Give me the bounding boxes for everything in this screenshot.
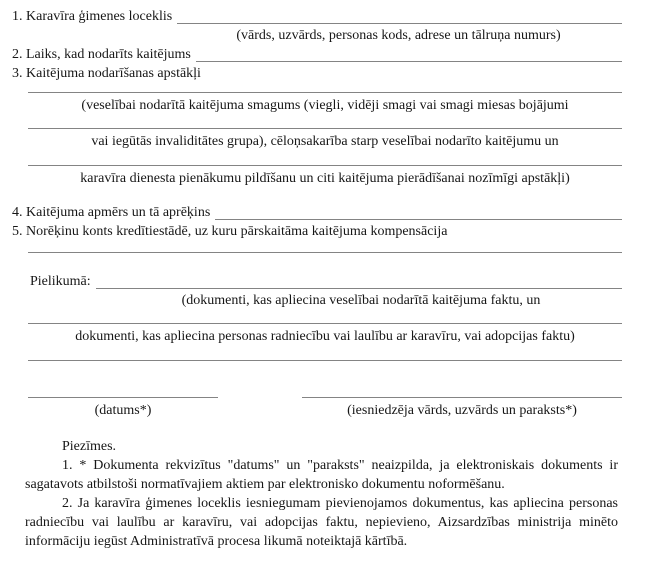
form-item-5-label: 5. Norēķinu konts kredītiestādē, uz kuru pārskaitāma kaitējuma kompensācija: [12, 224, 448, 239]
attachments-row: [0, 272, 622, 291]
date-signature-line: [28, 397, 218, 420]
form-item-2-fill-line: [196, 61, 622, 62]
form-item-3-fill-line-2: [28, 128, 622, 151]
form-item-3-label: 3. Kaitējuma nodarīšanas apstākļi: [12, 66, 201, 81]
signature-gap: [218, 397, 302, 420]
attachments-fill-line: [96, 288, 622, 289]
form-item-1-label: 1. Karavīra ģimenes loceklis: [12, 9, 173, 24]
submitter-caption: (iesniedzēja vārds, uzvārds un paraksts*): [347, 403, 577, 418]
date-caption: (datums*): [94, 403, 152, 418]
form-item-3-caption-2: vai iegūtās invaliditātes grupa), cēloņsakarība starp veselībai nodarīto kaitējumu un: [91, 134, 559, 149]
form-item-4: [0, 203, 622, 222]
attachments-caption-1: (dokumenti, kas apliecina veselībai nodarītā kaitējuma faktu, un: [181, 293, 541, 308]
signature-row: [28, 397, 622, 420]
submitter-signature-line: [302, 397, 622, 420]
form-item-3: [0, 64, 622, 83]
attachments-fill-line-3: [28, 360, 622, 361]
form-item-3-fill-line-1: [28, 92, 622, 115]
attachments-caption-2: dokumenti, kas apliecina personas radniecību vai laulību ar karavīru, vai adopcijas faktu): [75, 329, 575, 344]
form-item-3-caption-1: (veselībai nodarītā kaitējuma smagums (viegli, vidēji smagi vai smagi miesas bojājumi: [81, 98, 569, 113]
form-item-5: [0, 222, 622, 241]
form-item-4-label: 4. Kaitējuma apmērs un tā aprēķins: [12, 205, 211, 220]
notes-section: [25, 437, 618, 551]
form-item-2-label: 2. Laiks, kad nodarīts kaitējums: [12, 47, 191, 62]
form-item-2: [0, 45, 622, 64]
attachments-fill-line-2: [28, 323, 622, 346]
notes-heading: Piezīmes.: [62, 439, 117, 454]
note-1: 1. * Dokumenta rekvizītus "datums" un "paraksts" neaizpilda, ja elektroniskais dokuments ir sagatavots atbilstoši normatīvajiem aktiem par elektronisko dokumentu noformēšanu.: [25, 458, 618, 492]
form-item-1: [0, 7, 622, 26]
form-item-5-fill-line: [28, 252, 622, 253]
form-item-1-caption: (vārds, uzvārds, personas kods, adrese un tālruņa numurs): [236, 28, 561, 43]
form-item-3-fill-line-3: [28, 165, 622, 188]
note-2: 2. Ja karavīra ģimenes loceklis iesniegumam pievienojamos dokumentus, kas apliecina personas radniecību vai laulību ar karavīru, vai adopcijas faktu, nepievieno, Aizsardzības ministrija minēto informāciju iegūst Administratīvā procesa likumā noteiktajā kārtībā.: [25, 496, 618, 549]
form-item-4-fill-line: [215, 219, 622, 220]
attachments-label: Pielikumā:: [30, 274, 91, 289]
form-item-1-fill-line: [177, 23, 622, 24]
form-item-3-caption-3: karavīra dienesta pienākumu pildīšanu un citi kaitējuma pierādīšanai nozīmīgi apstākļi): [80, 171, 570, 186]
